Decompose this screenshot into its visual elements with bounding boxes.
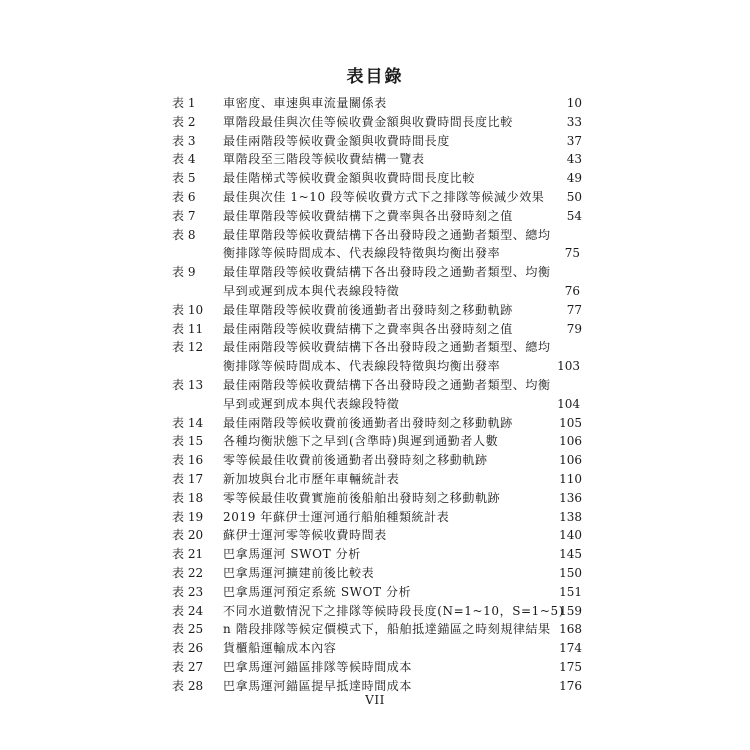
table-title: n 階段排隊等候定價模式下，船舶抵達錨區之時刻規律結果 [223,622,551,637]
table-title: 2019 年蘇伊士運河通行船舶種類統計表 [223,509,450,524]
page-number: 77 [566,302,582,317]
page-number: 75 [564,246,580,261]
page-number: 103 [557,359,580,374]
table-label: 表 23 [172,584,204,599]
table-title: 各種均衡狀態下之早到(含準時)與遲到通勤者人數 [223,434,499,449]
toc-entry-line [0,301,750,320]
page-number: 106 [559,434,582,449]
page-number-footer: VII [365,693,385,707]
table-title: 單階段至三階段等候收費結構一覽表 [223,152,425,167]
table-label: 表 20 [172,528,204,543]
table-title: 早到或遲到成本與代表線段特徵 [223,396,400,411]
toc-entry-line [0,602,750,621]
table-title: 零等候最佳收費實施前後船舶出發時刻之移動軌跡 [223,490,501,505]
table-label: 表 13 [172,377,204,392]
table-title: 最佳兩階段等候收費結構下各出發時段之通勤者類型、均衡 [223,377,551,392]
toc-entry-line [0,395,750,414]
toc-entry-line [0,583,750,602]
table-title: 巴拿馬運河 SWOT 分析 [223,547,361,562]
table-title: 貨櫃船運輸成本內容 [223,641,337,656]
toc-entry-line [0,526,750,545]
table-title: 車密度、車速與車流量關係表 [223,96,387,110]
table-title: 最佳兩階段等候收費結構下之費率與各出發時刻之值 [223,321,513,336]
table-label: 表 28 [172,678,204,693]
page-number: 176 [559,678,582,693]
toc-entry-line [0,263,750,282]
page-number: 159 [559,603,582,618]
table-label: 表 4 [172,152,196,167]
page-number: 105 [559,415,582,430]
table-title: 巴拿馬運河錨區提早抵達時間成本 [223,678,413,693]
table-title: 巴拿馬運河錨區排隊等候時間成本 [223,659,413,674]
toc-entry-line [0,188,750,207]
table-label: 表 5 [172,171,196,186]
toc-entry-line [0,338,750,357]
table-label: 表 14 [172,415,204,430]
toc-entry-line [0,282,750,301]
table-title: 最佳與次佳 1~10 段等候收費方式下之排隊等候減少效果 [223,189,545,204]
page-number: 150 [559,565,582,580]
table-label: 表 6 [172,189,196,204]
table-label: 表 1 [172,96,196,110]
toc-entry-line [0,150,750,169]
table-label: 表 26 [172,641,204,656]
toc-entry-line [0,658,750,677]
page-number: 79 [566,321,582,336]
toc-entry-line [0,226,750,245]
table-label: 表 19 [172,509,204,524]
table-label: 表 12 [172,340,204,355]
page-number: 106 [559,453,582,468]
table-label: 表 24 [172,603,204,618]
table-title: 衡排隊等候時間成本、代表線段特徵與均衡出發率 [223,246,501,261]
table-title: 不同水道數情況下之排隊等候時段長度(N=1~10，S=1~5) [223,603,565,618]
table-label: 表 25 [172,622,204,637]
table-title: 衡排隊等候時間成本、代表線段特徵與均衡出發率 [223,359,501,374]
table-label: 表 15 [172,434,204,449]
table-label: 表 17 [172,471,204,486]
toc-entry-line [0,489,750,508]
page-number: 54 [566,208,582,223]
table-label: 表 11 [172,321,204,336]
page-number: 174 [559,641,582,656]
toc-entry-line [0,169,750,188]
page-number: 175 [559,659,582,674]
toc-entry-line [0,508,750,527]
table-label: 表 21 [172,547,204,562]
page-number: 37 [566,133,582,148]
toc-entry-line [0,470,750,489]
toc-entry-line [0,564,750,583]
page-number: 138 [559,509,582,524]
toc-entry-line [0,244,750,263]
page-number: 49 [566,171,582,186]
table-label: 表 22 [172,565,204,580]
toc-entry-line [0,451,750,470]
table-title: 巴拿馬運河擴建前後比較表 [223,565,375,580]
page-number: 168 [559,622,582,637]
page-number: 33 [566,114,582,129]
table-title: 最佳兩階段等候收費金額與收費時間長度 [223,133,450,148]
page-number: 43 [566,152,582,167]
toc-entry-line [0,94,750,113]
toc-entry-line [0,545,750,564]
page-number: 50 [566,189,582,204]
table-title: 零等候最佳收費前後通勤者出發時刻之移動軌跡 [223,453,488,468]
toc-entry-line [0,207,750,226]
table-label: 表 7 [172,208,196,223]
table-label: 表 9 [172,265,196,280]
page-number: 104 [557,396,580,411]
page-number: 136 [559,490,582,505]
page-number: 151 [559,584,582,599]
toc-entry-line [0,639,750,658]
table-label: 表 27 [172,659,204,674]
table-label: 表 2 [172,114,196,129]
table-title: 最佳單階段等候收費前後通勤者出發時刻之移動軌跡 [223,302,513,317]
table-of-tables [0,94,750,696]
toc-entry-line [0,132,750,151]
table-title: 最佳兩階段等候收費結構下各出發時段之通勤者類型、總均 [223,340,551,355]
toc-entry-line [0,414,750,433]
toc-entry-line [0,113,750,132]
table-title: 最佳單階段等候收費結構下各出發時段之通勤者類型、總均 [223,227,551,242]
toc-entry-line [0,432,750,451]
table-label: 表 16 [172,453,204,468]
page-number: 110 [559,471,582,486]
page-number: 140 [559,528,582,543]
toc-entry-line [0,376,750,395]
table-label: 表 10 [172,302,204,317]
table-title: 最佳兩階段等候收費前後通勤者出發時刻之移動軌跡 [223,415,513,430]
toc-entry-line [0,357,750,376]
table-title: 新加坡與台北市歷年車輛統計表 [223,471,400,486]
page-title: 表目錄 [346,67,404,87]
table-label: 表 18 [172,490,204,505]
table-title: 巴拿馬運河預定系統 SWOT 分析 [223,584,412,599]
table-title: 最佳階梯式等候收費金額與收費時間長度比較 [223,171,476,186]
page-number: 76 [564,283,580,298]
page-number: 10 [566,96,582,110]
table-label: 表 3 [172,133,196,148]
table-title: 早到或遲到成本與代表線段特徵 [223,283,400,298]
table-title: 蘇伊士運河零等候收費時間表 [223,528,387,543]
toc-entry-line [0,620,750,639]
table-title: 最佳單階段等候收費結構下各出發時段之通勤者類型、均衡 [223,265,551,280]
table-title: 最佳單階段等候收費結構下之費率與各出發時刻之值 [223,208,513,223]
page-number: 145 [559,547,582,562]
toc-entry-line [0,320,750,339]
table-title: 單階段最佳與次佳等候收費金額與收費時間長度比較 [223,114,513,129]
table-label: 表 8 [172,227,196,242]
